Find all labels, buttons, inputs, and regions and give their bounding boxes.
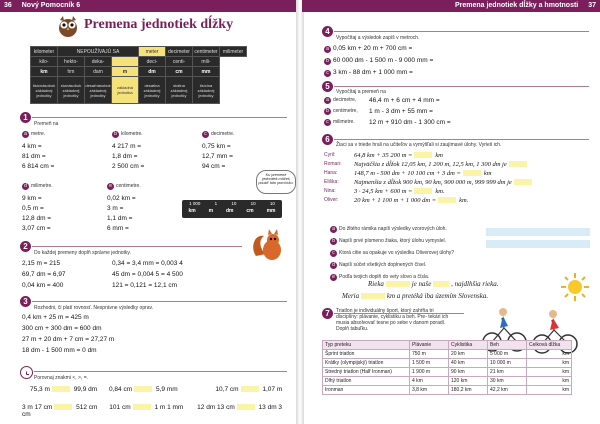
table-cell[interactable]: km [527, 350, 572, 359]
compare-value: 99,9 dm [73, 386, 98, 393]
unit-cell: kilo- [31, 57, 58, 67]
table-header: Beh [488, 341, 527, 350]
table-cell: 30 km [488, 377, 527, 386]
unit-cell: milimeter [220, 47, 247, 57]
right-header-title: Premena jednotiek dĺžky a hmotnosti [454, 2, 579, 9]
units-row-symbol [31, 67, 247, 77]
unit-cell: meter [139, 47, 166, 57]
ex1-instruction: Premeň na [34, 121, 59, 127]
compare-value: 1,07 m [262, 386, 283, 393]
unit-cell: decimeter [166, 47, 193, 57]
ex1-cell[interactable]: 0,02 km = [107, 195, 136, 202]
ex1-col-a-header: a metre. [22, 130, 112, 138]
ex1-col-c-header: c decimetre. [202, 130, 292, 138]
ex1-block-b [22, 182, 192, 232]
triathlon-table [322, 340, 572, 395]
compare-value: 512 cm [76, 404, 98, 411]
exercise-4-badge: 4 [322, 26, 333, 37]
ex2-rows [22, 260, 252, 289]
ex2-cell[interactable]: 2,15 m = 215 [22, 260, 61, 267]
ex5-item[interactable]: b centimetre, 1 m - 3 dm + 55 mm = [324, 108, 594, 115]
answer-box[interactable] [386, 281, 410, 287]
answer-box[interactable] [509, 161, 527, 167]
student-task: Hana: 148,7 m - 500 dm + 10 100 cm + 3 dm = km [324, 170, 492, 177]
answer-box[interactable] [241, 386, 259, 392]
ex1-cell[interactable]: 81 dm = [22, 153, 46, 160]
ex1-block-a [22, 130, 292, 170]
compare-value: 12 dm 13 cm [197, 404, 235, 411]
ex3-item[interactable]: 18 dm - 1 500 mm = 0 dm [22, 347, 97, 354]
ex1-cell[interactable]: 4 km = [22, 143, 42, 150]
divider [32, 246, 242, 247]
ex4r-item[interactable]: b 60 000 dm - 1 500 m - 9 000 mm = [324, 57, 594, 65]
helper-unit: mm [266, 208, 276, 214]
student-task: Cyril: 64,8 km + 35 200 m = km [324, 152, 444, 159]
compare-value: 75,3 m [30, 386, 50, 393]
table-cell: Stredný triatlon (Half Ironman) [323, 368, 410, 377]
ex6-task: d Napíš súčet všetkých doplnených čísel. [330, 262, 510, 269]
table-cell: 10 000 m [488, 359, 527, 368]
ex4-row-1 [30, 386, 290, 393]
helper-unit: m [208, 208, 214, 214]
ex2-instruction: Do každej premeny doplň správne jednotky. [34, 250, 131, 256]
ex1-col-b-header: b kilometre. [112, 130, 202, 138]
table-row [323, 386, 572, 395]
table-cell: 180,2 km [449, 386, 488, 395]
table-header: Plávanie [410, 341, 449, 350]
table-cell: 4 km [410, 377, 449, 386]
unit-cell: desaťnásobok základnej jednotky [85, 77, 112, 104]
unit-cell: deka- [85, 57, 112, 67]
unit-cell: desatina základnej jednotky [139, 77, 166, 104]
table-cell: 750 m [410, 350, 449, 359]
ex6-sentence-1: Rieka je naše , najdlhšia rieka. [368, 280, 499, 288]
table-cell: 120 km [449, 377, 488, 386]
ex4r-item[interactable]: c 3 km - 88 dm + 1 000 mm = [324, 69, 594, 77]
table-cell[interactable]: km [527, 377, 572, 386]
compare-value: 3 m 17 cm [22, 404, 53, 411]
ex1-cell[interactable]: 12,7 mm = [202, 153, 233, 160]
table-cell: Ironman [323, 386, 410, 395]
compare-value: 5,9 mm [155, 386, 178, 393]
exercise-2-badge: 2 [20, 241, 31, 252]
compare-value: 101 cm [109, 404, 131, 411]
table-row [323, 377, 572, 386]
helper-factor: 10 [250, 201, 256, 206]
units-table [30, 46, 247, 104]
unit-cell: stotina základnej jednotky [166, 77, 193, 104]
compare-value: 13 dm 3 cm [22, 404, 283, 418]
table-header-row [323, 341, 572, 350]
compare-value: 1 m 1 mm [154, 404, 184, 411]
owl-illustration [54, 14, 82, 38]
ex6-instruction: Žiaci sa v triede hrali na učiteľov a vymýšľali si zaujímavé úlohy. Vyrieš ich. [336, 142, 502, 148]
exercise-1-badge: 1 [20, 112, 31, 123]
ex4r-instruction: Vypočítaj a výsledok zapíš v metroch. [336, 35, 420, 41]
helper-unit: km [188, 208, 196, 214]
ex3-item[interactable]: 300 cm + 300 dm = 600 dm [22, 325, 102, 332]
left-page [0, 0, 298, 424]
helper-factor: 1 [214, 201, 218, 206]
answer-box[interactable] [433, 281, 449, 287]
ex3-item[interactable]: 27 m + 20 dm + 7 cm = 27,27 m [22, 336, 115, 343]
answer-box[interactable] [52, 386, 70, 392]
ex1-cell[interactable]: 0,5 m = [22, 205, 44, 212]
answer-box[interactable] [514, 179, 532, 185]
table-cell[interactable]: km [527, 359, 572, 368]
answer-grid-row[interactable] [486, 228, 590, 236]
ex6-task: c Ktorá citie sa opakuje vo výsledku Oliverovej úlohy? [330, 250, 510, 257]
ex2-cell[interactable]: 45 dm = 0,004 5 = 4 500 [112, 271, 183, 278]
unit-cell: km [31, 67, 58, 77]
student-task: Oliver: 20 km + 1 100 m + 1 000 dm = km. [324, 197, 469, 204]
helper-factor: 1 000 [189, 201, 201, 206]
ex6-tasks [330, 226, 510, 281]
ex6-students [324, 152, 594, 204]
answer-grid-row[interactable] [486, 240, 590, 248]
unit-cell: m [112, 67, 139, 77]
table-cell: 90 km [449, 368, 488, 377]
ex1-cell[interactable]: 9 km = [22, 195, 42, 202]
table-row [323, 359, 572, 368]
table-cell: 40 km [449, 359, 488, 368]
ex6-task: b Napíš prvé písmeno žiaka, ktorý úlohu vymyslel. [330, 238, 510, 245]
ex2-cell[interactable]: 0,04 km = 400 [22, 282, 64, 289]
answer-box[interactable] [133, 404, 151, 410]
answer-box[interactable] [414, 152, 432, 158]
ex4-row-2 [22, 404, 290, 418]
unit-cell: deci- [139, 57, 166, 67]
ex1-cell[interactable]: 1,8 dm = [112, 153, 138, 160]
ex4r-rows [324, 45, 594, 77]
table-cell[interactable]: km [527, 386, 572, 395]
divider [32, 117, 287, 118]
ex3-rows [22, 314, 272, 354]
units-row-prefix [31, 57, 247, 67]
units-row-desc [31, 77, 247, 104]
answer-box[interactable] [438, 197, 456, 203]
student-task: Roman: Najväčšia z dĺžok 12,05 km, 1 200 m, 12,5 km, 1 300 dm je [324, 161, 594, 168]
ex1-col-e-header: e centimetre. [107, 182, 192, 190]
table-cell: Krátky (olympijský) triatlon [323, 359, 410, 368]
table-cell: 1 500 m [410, 359, 449, 368]
fox-illustration [248, 226, 288, 264]
table-cell: Dlhý triatlon [323, 377, 410, 386]
ex2-cell[interactable]: 121 = 0,121 = 12,1 cm [112, 282, 178, 289]
divider [334, 31, 589, 32]
ex3-item[interactable]: 0,4 km + 25 m = 425 m [22, 314, 89, 321]
ex5-item[interactable]: a decimetre, 46,4 m + 6 cm + 4 mm = [324, 97, 594, 104]
table-header: Celková dĺžka [527, 341, 572, 350]
unit-cell: cm [166, 67, 193, 77]
ex2-cell[interactable]: 69,7 dm = 6,97 [22, 271, 66, 278]
ex5-rows [324, 97, 594, 126]
unit-cell: centi- [166, 57, 193, 67]
answer-box[interactable] [54, 404, 72, 410]
left-header-title: Nový Pomocník 6 [21, 2, 81, 9]
exercise-3-badge: 3 [20, 296, 31, 307]
helper-unit: dm [225, 208, 234, 214]
clock-icon [20, 366, 33, 379]
ex1-cell[interactable]: 94 cm = [202, 163, 226, 170]
ex4-instruction: Porovnaj znakmi <, >, =. [34, 375, 89, 381]
unit-cell [112, 57, 139, 67]
answer-box[interactable] [134, 386, 152, 392]
compare-value: 10,7 cm [215, 386, 239, 393]
ex4r-item[interactable]: a 0,05 km + 20 m + 700 cm = [324, 45, 594, 53]
unit-cell: mm [193, 67, 220, 77]
ex6-task: e Podľa tvojich doplň do vety slovo a čísla. [330, 274, 510, 281]
table-cell[interactable]: km [527, 368, 572, 377]
right-header [302, 0, 600, 12]
unit-cell: kilometer [31, 47, 58, 57]
helper-factor: 10 [231, 201, 237, 206]
answer-box[interactable] [237, 404, 255, 410]
answer-box[interactable] [361, 293, 385, 299]
unit-cell: hekto- [58, 57, 85, 67]
left-header [0, 0, 298, 12]
helper-factor: 10 [269, 201, 275, 206]
right-page-number: 37 [588, 2, 596, 9]
table-header: Typ preteku [323, 341, 410, 350]
table-cell: 20 km [449, 350, 488, 359]
unit-cell: NEPOUŽÍVAJÚ SA [58, 47, 139, 57]
left-page-number: 36 [4, 2, 12, 9]
ex1-cell[interactable]: 12,8 dm = [22, 215, 52, 222]
unit-cell: dam [85, 67, 112, 77]
answer-box[interactable] [463, 170, 481, 176]
ex1-cell[interactable]: 2 500 cm = [112, 163, 145, 170]
unit-cell: stonásobok základnej jednotky [58, 77, 85, 104]
ex1-col-d-header: d milimetre. [22, 182, 107, 190]
ex7-text: Triatlon je individuálny šport, ktorý zahŕňa tri disciplíny: plávanie, cyklistiku a beh. Pre- tekári ich musia absolvovať tesne po sebe v danom poradí. Doplň tabuľku. [336, 308, 449, 332]
table-cell: 3,8 km [410, 386, 449, 395]
answer-box[interactable] [414, 188, 432, 194]
unit-cell: tisícina základnej jednotky [193, 77, 220, 104]
ex5-instruction: Vypočítaj a premeň na [336, 89, 386, 95]
ex3-instruction: Rozhodni, či platí rovnosť. Nesprávne výsledky oprav. [34, 305, 154, 311]
table-cell: Šprint triatlon [323, 350, 410, 359]
page-title: Premena jednotiek dĺžky [84, 17, 234, 32]
divider [32, 301, 287, 302]
table-cell: 42,2 km [488, 386, 527, 395]
unit-cell: mili- [193, 57, 220, 67]
units-row-names [31, 47, 247, 57]
ex6-task: a Do žltého rámika napíš výsledky vzorových úloh. [330, 226, 510, 233]
unit-cell: dm [139, 67, 166, 77]
unit-cell: základná jednotka [112, 77, 139, 104]
divider [34, 371, 287, 372]
ex2-cell[interactable]: 0,34 = 3,4 mm = 0,003 4 [112, 260, 183, 267]
compare-value: 0,84 cm [109, 386, 133, 393]
ex1-cell[interactable]: 3 m = [107, 205, 124, 212]
helper-unit: cm [246, 208, 254, 214]
divider [334, 86, 589, 87]
table-row [323, 368, 572, 377]
ex5-item[interactable]: c milimetre. 12 m + 910 dm - 1 300 cm = [324, 119, 594, 126]
unit-cell: hm [58, 67, 85, 77]
table-row [323, 350, 572, 359]
unit-cell: centimeter [194, 48, 218, 55]
table-cell: 1 900 m [410, 368, 449, 377]
hint-bubble: Ku premene jednotiek môžeš použiť túto pomôcku. [256, 170, 296, 194]
ex1-cell[interactable]: 1,1 dm = [107, 215, 133, 222]
exercise-5-badge: 5 [322, 81, 333, 92]
ex1-cell[interactable]: 6 mm = [107, 225, 129, 232]
table-cell: 5 000 m [488, 350, 527, 359]
divider [334, 139, 589, 140]
ex1-cell[interactable]: 6 814 cm = [22, 163, 55, 170]
exercise-6-badge: 6 [322, 134, 333, 145]
student-task: Eliška: Najmenšia z dĺžok 900 km, 90 km, 900 000 m, 999 999 dm je [324, 179, 594, 186]
conversion-helper [182, 200, 282, 218]
unit-cell: tisícnásobok základnej jednotky [31, 77, 58, 104]
ex1-cell[interactable]: 3,07 cm = [22, 225, 51, 232]
table-header: Cyklistika [449, 341, 488, 350]
exercise-7-badge: 7 [322, 308, 333, 319]
student-task: Nina: 3 · 24,5 km + 600 m = km. [324, 188, 445, 195]
right-page [302, 0, 600, 424]
table-cell: 21 km [488, 368, 527, 377]
ex1-cell[interactable]: 0,75 km = [202, 143, 231, 150]
ex1-cell[interactable]: 4 217 m = [112, 143, 142, 150]
ex6-sentence-2: Meria km a pretéká iba územím Slovenska. [342, 292, 489, 300]
